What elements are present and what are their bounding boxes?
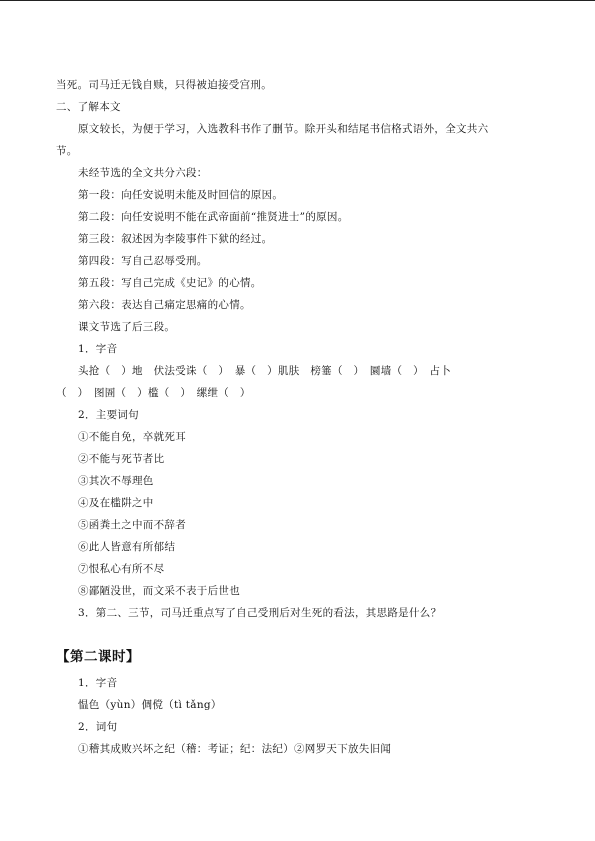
pronunciation-line: 愠色（yùn）倜傥（tì tǎng）	[78, 699, 222, 711]
text-line: 未经节选的全文共分六段：	[78, 167, 208, 179]
text-line: 节。	[56, 145, 78, 157]
list-item: 第五段：写自己完成《史记》的心情。	[78, 277, 262, 289]
list-item: 第四段：写自己忍辱受刑。	[78, 255, 208, 267]
sub-heading: 2．主要词句	[78, 409, 139, 421]
list-item: ④及在槛阱之中	[78, 497, 154, 509]
list-item: ③其次不辱理色	[78, 475, 154, 487]
section-heading: 二、了解本文	[56, 101, 121, 113]
list-item: ⑥此人皆意有所郁结	[78, 541, 176, 553]
list-item: 第二段：向任安说明不能在武帝面前“推贤进士”的原因。	[78, 211, 349, 223]
list-item: 第一段：向任安说明未能及时回信的原因。	[78, 189, 284, 201]
pronunciation-line: 头抢（ ）地 伏法受诛（ ） 暴（ ）肌肤 榜箠（ ） 圜墙（ ） 占卜	[78, 365, 452, 377]
sub-heading: 1．字音	[78, 343, 118, 355]
sub-heading: 1．字音	[78, 677, 118, 689]
question-line: 3．第二、三节，司马迁重点写了自己受刑后对生死的看法，其思路是什么？	[78, 607, 442, 619]
list-item: 第三段：叙述因为李陵事件下狱的经过。	[78, 233, 273, 245]
text-line: 原文较长，为便于学习，入选教科书作了删节。除开头和结尾书信格式语外，全文共六	[78, 123, 489, 135]
list-item: ⑦恨私心有所不尽	[78, 563, 165, 575]
list-item: ①不能自免，卒就死耳	[78, 431, 186, 443]
sub-heading: 2．词句	[78, 721, 118, 733]
lesson-heading: 【第二课时】	[56, 649, 140, 665]
list-item: ①稽其成败兴坏之纪（稽：考证；纪：法纪）②网罗天下放失旧闻	[78, 743, 392, 755]
list-item: ⑤函粪土之中而不辞者	[78, 519, 186, 531]
list-item: ②不能与死节者比	[78, 453, 165, 465]
text-line: 当死。司马迁无钱自赎，只得被迫接受宫刑。	[56, 79, 272, 91]
list-item: ⑧鄙陋没世，而文采不表于后世也	[78, 585, 240, 597]
list-item: 第六段：表达自己痛定思痛的心情。	[78, 299, 251, 311]
pronunciation-line: （ ） 图圄（ ）槛（ ） 缧绁（ ）	[56, 387, 251, 399]
text-line: 课文节选了后三段。	[78, 321, 176, 333]
